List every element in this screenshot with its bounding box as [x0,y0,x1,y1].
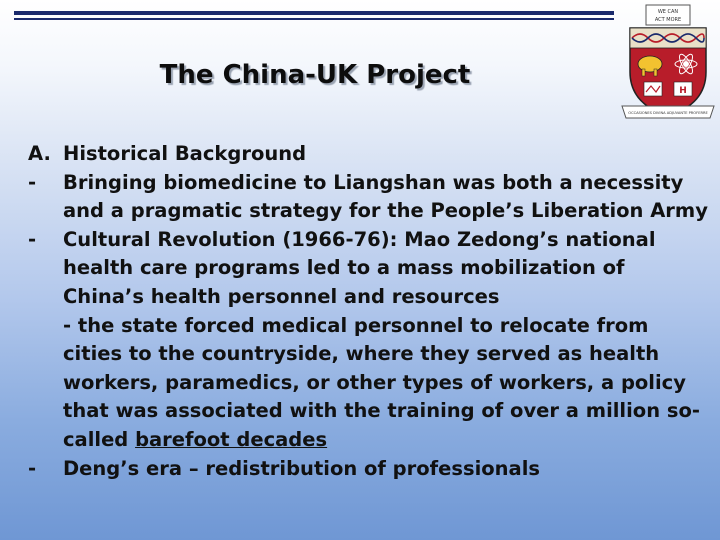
top-rule-thick [14,11,614,15]
svg-text:OCCASIONES DIVINA ADJUVANTE PR: OCCASIONES DIVINA ADJUVANTE PROFERRE [628,111,708,115]
bullet-text: - the state forced medical personnel to relocate from cities to the countryside, where they served as health workers, paramedics, or other types of workers, a policy that was associated with the training of over a million so-called [63,313,700,451]
top-rule-thin [14,18,614,20]
bullet-marker: A. [28,142,51,165]
bullet-heading [28,140,708,169]
bullet-marker: - [28,227,37,251]
svg-text:WE CAN: WE CAN [657,9,679,15]
svg-text:ACT MORE: ACT MORE [654,17,682,23]
bullet-text: Historical Background [63,142,307,165]
bullet-item [28,169,708,226]
bullet-item [28,455,708,484]
university-crest-icon [618,2,718,128]
bullet-marker: - [28,170,37,194]
underlined-term: barefoot decades [135,427,328,451]
slide-title: The China-UK Project [159,60,471,90]
svg-text:H: H [679,86,687,96]
bullet-text: Deng’s era – redistribution of professionals [63,456,540,480]
bullet-marker: - [28,456,37,480]
bullet-text: Cultural Revolution (1966-76): Mao Zedong’s national health care programs led to a mass mobilization of China’s health personnel and resources [63,227,656,308]
bullet-item [28,226,708,312]
sub-bullet-item [28,312,708,455]
slide-body [28,140,708,483]
bullet-text: Bringing biomedicine to Liangshan was both a necessity and a pragmatic strategy for the People’s Liberation Army [63,170,708,223]
